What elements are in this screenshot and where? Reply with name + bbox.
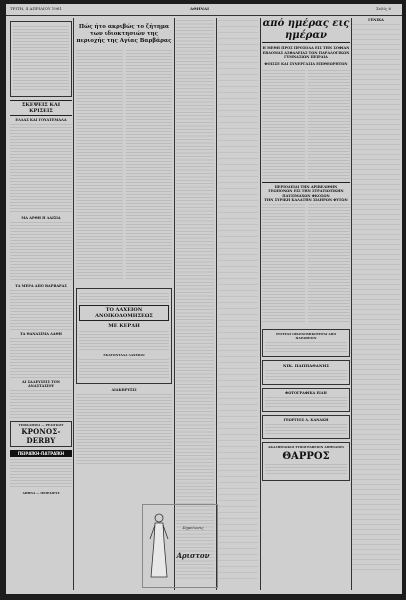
ad-title: ΦΩΤΟΓΡΑΦΙΚΑ ΕΙΔΗ — [285, 391, 327, 395]
header-title: ΑΘΗΝΑΙ — [190, 6, 209, 11]
article-body — [308, 70, 351, 180]
article-body — [10, 390, 72, 418]
article-subheadline: ΦΟΙΣΣΕ ΚΑΙ ΣΥΝΕΡΓΑΣΙΑ ΕΠΙΘΕΩΡΗΤΩΝ — [264, 61, 348, 66]
ad-text — [265, 342, 347, 352]
section-heading: ΣΚΕΨΕΙΣ ΚΑΙ ΚΡΙΣΕΙΣ — [10, 100, 72, 116]
fashion-advertisement — [142, 504, 218, 588]
article-body — [262, 204, 305, 324]
column-4 — [218, 18, 258, 590]
ad-text — [265, 370, 347, 380]
ad-address: ΑΘΗΝΑ — ΠΕΙΡΑΙΕΥΣ — [22, 491, 60, 495]
ad-brand-banner: ΠΕΙΡΑΪΚΗ-ΠΑΤΡΑΪΚΗ — [10, 450, 72, 457]
advertisement — [262, 329, 350, 357]
article-body — [10, 124, 72, 214]
article-headline: ΠΕΡΙΟΔΕΙΑΙ ΤΗΝ ΑΡΙΒΕΛΙΘΗΝ ΓΕΩΠΟΝΩΝ ΕΙΣ ΤΗΝ ΣΤΡΑΤΙΩΤΙΚΗΝ ΠΑΥΣΙΜΑΧΩΝ ΦΚΟΣΩΝ — [262, 182, 350, 199]
ad-text — [79, 293, 169, 303]
masthead-text — [13, 26, 69, 90]
newspaper-page — [6, 4, 402, 594]
article-heading: ΑΙ ΣΑΛΕΥΣΕΙΣ ΤΟΝ ΑΝΑΣΤΑΣΙΟΥ — [22, 380, 60, 388]
article-body — [76, 50, 123, 280]
lottery-details — [79, 359, 169, 379]
ad-brand: ΘΑΡΡΟΣ — [282, 451, 330, 462]
ad-title: ΑΚΑΔΗΜΑΙΚΟΙ ΤΥΠΟΓΡΑΦΕΙΟΝ ΑΘΗΝΑΙΟΝ — [268, 445, 344, 449]
lottery-title: ΤΟ ΛΑΧΕΙΟΝ ΑΝΟΙΚΟΔΟΜΗΣΕΩΣ — [79, 305, 169, 321]
fashion-brand: Αριστον — [176, 551, 210, 560]
section-heading: ΓΕΝΙΚΑ — [368, 18, 384, 22]
fashion-tagline: Σημείωσις — [182, 525, 204, 530]
article-body — [10, 222, 72, 282]
article-body — [10, 290, 72, 330]
classifieds-text — [352, 24, 400, 574]
lottery-subtitle: ΜΕ ΚΕΡΔΗ — [108, 323, 140, 329]
woman-figure-icon — [149, 511, 169, 581]
ad-brand: ΚΡΟΝΟΣ-DERBY — [21, 427, 61, 445]
ad-tagline: ΥΠΟΚΑΜΙΣΑ — ΡΕΔΙΓΚΟΤ — [18, 423, 64, 427]
article-heading: ΤΑ ΘΑΝΑΣΙΜΑ ΛΑΘΗ — [20, 332, 62, 336]
header-date: ΤΡΙΤΗ, 4 ΑΠΡΙΛΙΟΥ 1961 — [10, 6, 62, 11]
ad-body — [10, 459, 72, 489]
header-page-number: Σελίς 6 — [376, 6, 392, 11]
column-6 — [352, 18, 400, 590]
advertisement — [262, 415, 350, 439]
ad-title: ΝΙΚ. ΠΑΠΠΑΘΑΝΗΣ — [282, 363, 330, 368]
column-5 — [262, 18, 350, 590]
advertisement — [262, 388, 350, 412]
article-body — [126, 50, 173, 280]
article-headline: Η ΜΕΘΗ ΠΡΟΣ ΠΡΟΣΟΔΑ ΕΙΣ ΤΗΝ ΣΟΦΙΑΝ ΕΒΔΟΜΑΣ ΑΣΦΑΛΕΙΑΣ ΤΩΝ ΠΑΡΑΛΟΓΙΚΩΝ ΓΥΜΝΑΣΙΩΝ ΠΕΙΡΑΙΑ — [262, 46, 350, 59]
article-columns — [76, 48, 172, 282]
article-headline: Πώς ήτο ακριβώς το ζήτημα των ιδιοκτησιών της περιοχής της Αγίας Βαρβάρας — [76, 24, 172, 44]
article-columns — [262, 202, 350, 326]
lottery-prizes — [79, 331, 169, 351]
article-body — [262, 70, 305, 180]
masthead-box — [10, 21, 72, 97]
article-body — [10, 338, 72, 378]
page-header — [6, 4, 402, 14]
ad-text — [265, 464, 347, 476]
ad-text — [265, 397, 347, 407]
shirt-advertisement — [10, 421, 72, 447]
publisher-advertisement — [262, 442, 350, 481]
announcements-text — [218, 20, 258, 580]
column-1 — [10, 18, 72, 590]
column-rule — [260, 18, 261, 590]
article-columns — [262, 68, 350, 182]
daily-banner: από ημέρας εις ημέραν — [262, 18, 350, 41]
ad-text — [265, 424, 347, 434]
article-headline-line: ΤΗΝ ΣΥΡΙΚΗ ΚΑΛΑΤΗΝ ΣΙΔΗΡΩΝ ΦΥΤΩΝ — [264, 198, 348, 202]
ad-title: ΣΥΣΤΕΑΣ ΟΙΚΟΝΟΜΙΚΟΤΕΡΑΙ ΑΠΟ ΠΑΡΑΘΕΣΙΝ — [275, 332, 337, 340]
notice-heading: ΔΙΑΚΗΡΥΞΙΣ — [111, 388, 137, 392]
notice-body — [76, 394, 172, 464]
lottery-advertisement — [76, 288, 172, 384]
listings-text — [176, 20, 214, 580]
article-heading: ΤΑ ΜΕΡΑ ΑΠΟ ΒΑΡΒΑΡΑΣ — [15, 284, 67, 288]
advertisement — [262, 360, 350, 385]
article-body — [308, 204, 351, 324]
column-rule — [73, 18, 74, 590]
article-heading: ΜΑ ΑΡΘΗ Η ΛΑΙΣΙΑ — [21, 216, 61, 220]
header-rule — [6, 15, 402, 16]
section-subheading: ΕΛΛΑΣ ΚΑΙ ΓΟΥΑΤΕΜΑΛΑ — [15, 118, 67, 122]
lottery-line: ΕΚΑΤΟΝΤΑΔΑ ΛΑΧΕΙΩΝ — [103, 353, 145, 357]
ad-title: ΓΕΩΡΓΙΟΣ Δ. ΚΑΝΑΚΗ — [283, 418, 329, 422]
